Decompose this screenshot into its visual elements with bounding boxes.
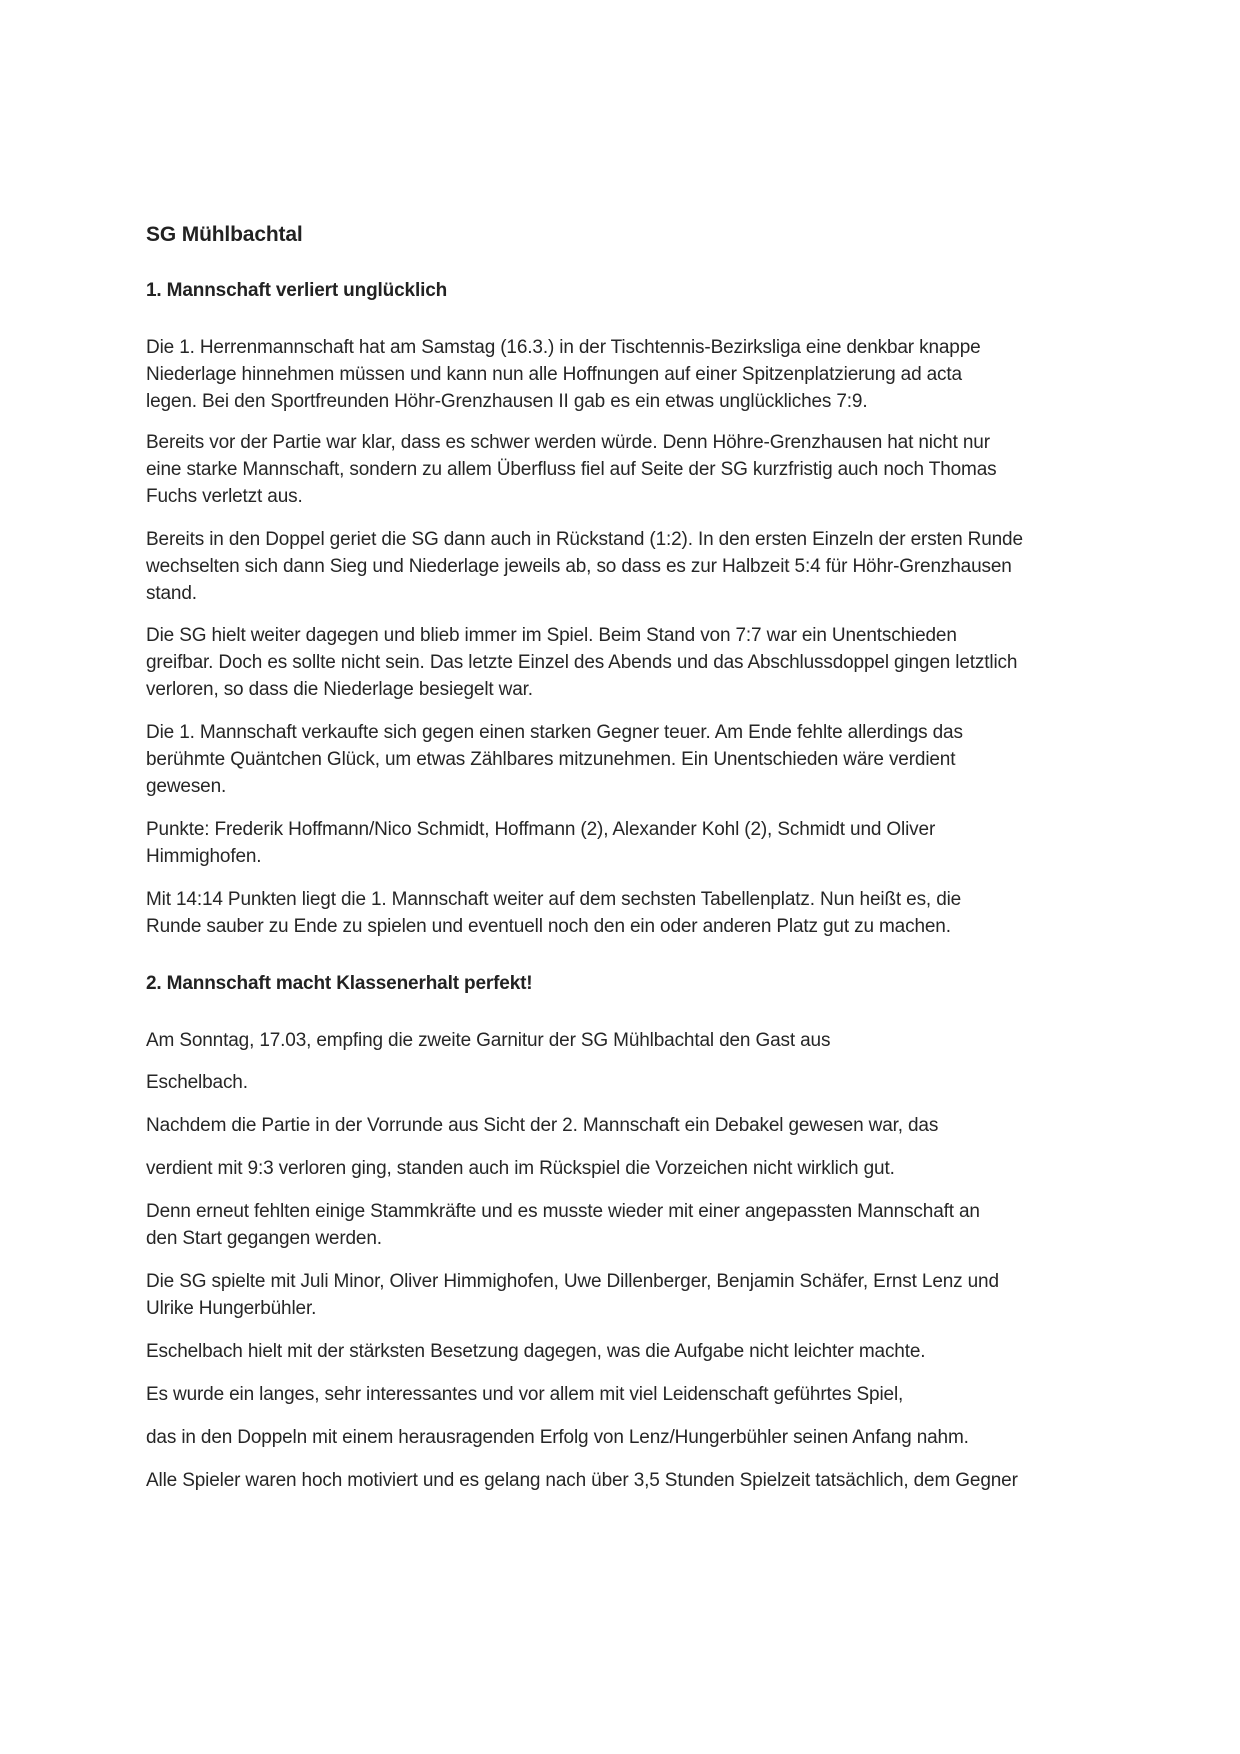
paragraph-line: den Start gegangen werden. — [146, 1228, 382, 1249]
paragraph-line: legen. Bei den Sportfreunden Höhr-Grenzhausen II gab es ein etwas unglückliches 7:9. — [146, 391, 868, 412]
paragraph-line: Am Sonntag, 17.03, empfing die zweite Garnitur der SG Mühlbachtal den Gast aus — [146, 1030, 831, 1051]
paragraph-line: stand. — [146, 583, 197, 604]
paragraph-line: gewesen. — [146, 776, 227, 797]
paragraph-line: Die 1. Herrenmannschaft hat am Samstag (16.3.) in der Tischtennis-Bezirksliga eine denkbar knappe — [146, 337, 981, 358]
paragraph-line: Punkte: Frederik Hoffmann/Nico Schmidt, Hoffmann (2), Alexander Kohl (2), Schmidt und Oliver — [146, 819, 936, 840]
paragraph-line: Bereits in den Doppel geriet die SG dann auch in Rückstand (1:2). In den ersten Einzeln der ersten Runde — [146, 529, 1023, 550]
paragraph-line: eine starke Mannschaft, sondern zu allem Überfluss fiel auf Seite der SG kurzfristig auch noch Thomas — [146, 459, 997, 480]
paragraph-line: Denn erneut fehlten einige Stammkräfte und es musste wieder mit einer angepassten Mannschaft an — [146, 1201, 980, 1222]
paragraph-line: berühmte Quäntchen Glück, um etwas Zählbares mitzunehmen. Ein Unentschieden wäre verdient — [146, 749, 956, 770]
paragraph-line: Es wurde ein langes, sehr interessantes und vor allem mit viel Leidenschaft geführtes Spiel, — [146, 1384, 904, 1405]
paragraph-line: Eschelbach. — [146, 1072, 248, 1093]
paragraph-line: Himmighofen. — [146, 846, 262, 867]
paragraph-line: Alle Spieler waren hoch motiviert und es gelang nach über 3,5 Stunden Spielzeit tatsächlich, dem Gegner — [146, 1470, 1018, 1491]
paragraph-line: Niederlage hinnehmen müssen und kann nun alle Hoffnungen auf einer Spitzenplatzierung ad acta — [146, 364, 962, 385]
paragraph-line: Eschelbach hielt mit der stärksten Besetzung dagegen, was die Aufgabe nicht leichter machte. — [146, 1341, 926, 1362]
paragraph-line: verloren, so dass die Niederlage besiegelt war. — [146, 679, 533, 700]
paragraph-line: wechselten sich dann Sieg und Niederlage jeweils ab, so dass es zur Halbzeit 5:4 für Höhr-Grenzhausen — [146, 556, 1012, 577]
document-title: SG Mühlbachtal — [146, 223, 303, 246]
paragraph-line: Die SG spielte mit Juli Minor, Oliver Himmighofen, Uwe Dillenberger, Benjamin Schäfer, Ernst Lenz und — [146, 1271, 999, 1292]
paragraph-line: Die 1. Mannschaft verkaufte sich gegen einen starken Gegner teuer. Am Ende fehlte allerdings das — [146, 722, 963, 743]
paragraph-line: das in den Doppeln mit einem herausragenden Erfolg von Lenz/Hungerbühler seinen Anfang nahm. — [146, 1427, 969, 1448]
paragraph-line: Nachdem die Partie in der Vorrunde aus Sicht der 2. Mannschaft ein Debakel gewesen war, das — [146, 1115, 939, 1136]
paragraph-line: greifbar. Doch es sollte nicht sein. Das letzte Einzel des Abends und das Abschlussdoppel gingen letztlich — [146, 652, 1018, 673]
paragraph-line: Die SG hielt weiter dagegen und blieb immer im Spiel. Beim Stand von 7:7 war ein Unentschieden — [146, 625, 957, 646]
paragraph-line: Bereits vor der Partie war klar, dass es schwer werden würde. Denn Höhre-Grenzhausen hat nicht nur — [146, 432, 990, 453]
paragraph-line: verdient mit 9:3 verloren ging, standen auch im Rückspiel die Vorzeichen nicht wirklich gut. — [146, 1158, 895, 1179]
paragraph-line: Fuchs verletzt aus. — [146, 486, 303, 507]
paragraph-line: Ulrike Hungerbühler. — [146, 1298, 317, 1319]
paragraph-line: Runde sauber zu Ende zu spielen und eventuell noch den ein oder anderen Platz gut zu machen. — [146, 916, 951, 937]
paragraph-line: Mit 14:14 Punkten liegt die 1. Mannschaft weiter auf dem sechsten Tabellenplatz. Nun heißt es, die — [146, 889, 962, 910]
section-heading-second-team: 2. Mannschaft macht Klassenerhalt perfekt! — [146, 973, 533, 994]
section-heading-first-team: 1. Mannschaft verliert unglücklich — [146, 280, 448, 301]
